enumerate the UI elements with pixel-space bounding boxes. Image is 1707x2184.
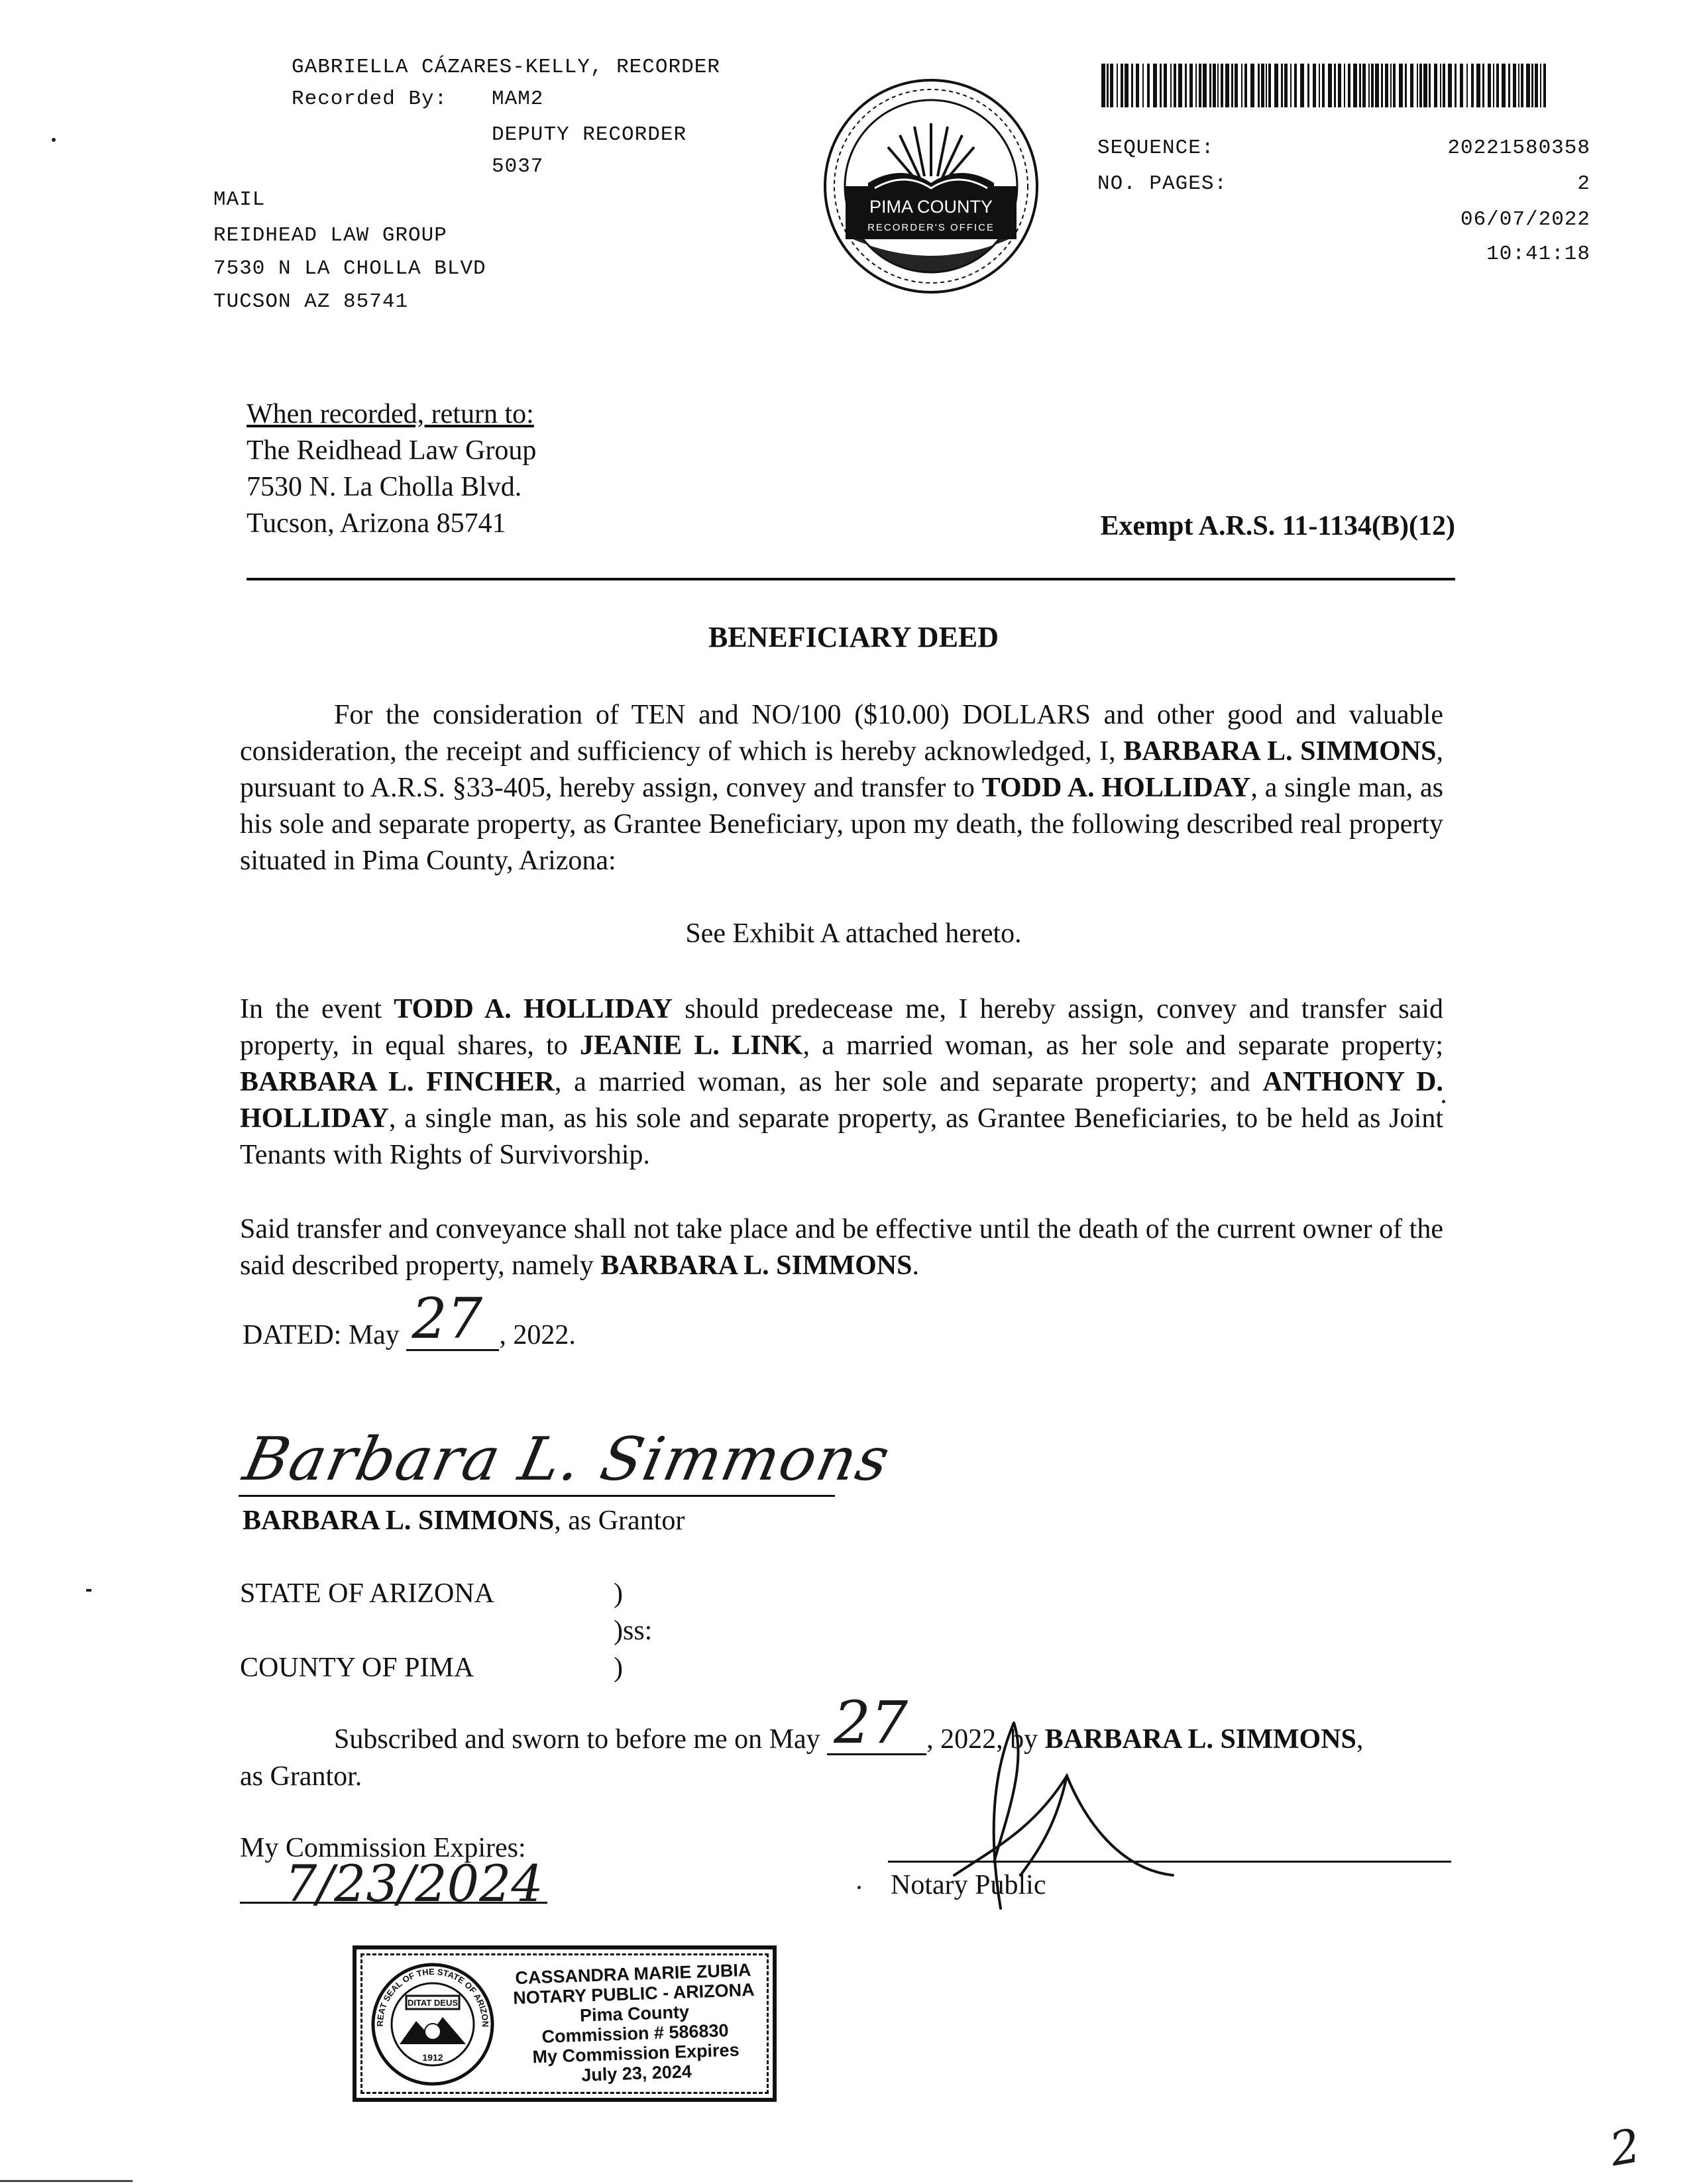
barcode-bar: [1476, 64, 1480, 107]
barcode-bar: [1221, 64, 1223, 107]
dated-day-blank: [406, 1286, 499, 1351]
notary-stamp: [353, 1945, 777, 2102]
barcode-bar: [1334, 64, 1336, 107]
barcode-graphic: [1100, 64, 1548, 107]
jurat-day-blank: [827, 1688, 926, 1757]
barcode-bar: [1518, 64, 1519, 107]
barcode-bar: [1125, 64, 1129, 107]
barcode-bar: [1399, 64, 1403, 107]
barcode-bar: [1466, 64, 1468, 107]
barcode-bar: [1338, 64, 1341, 107]
barcode-bar: [1178, 64, 1182, 107]
deputy-recorder: DEPUTY RECORDER: [492, 123, 687, 146]
barcode-bar: [1235, 64, 1238, 107]
barcode-bar: [1231, 64, 1233, 107]
barcode-bar: [1142, 64, 1144, 107]
barcode-bar: [1136, 64, 1139, 107]
para1-text-1: For the consideration of TEN and NO/100 ($10.00) DOLLARS and other good and valuable consideration, the receipt and sufficiency of which is hereby acknowledged, I,: [240, 700, 1443, 767]
venue-paren-2: ): [614, 1653, 623, 1683]
effective-date-paragraph: [240, 1211, 1443, 1284]
barcode-bar: [1471, 64, 1474, 107]
barcode-bar: [1448, 64, 1452, 107]
grantor-signature: Barbara L. Simmons: [237, 1425, 897, 1494]
barcode-bar: [1543, 64, 1546, 107]
barcode-bar: [1419, 64, 1422, 107]
barcode-bar: [1344, 64, 1345, 107]
barcode-bar: [1164, 64, 1167, 107]
barcode-bar: [1410, 64, 1413, 107]
barcode-bar: [1496, 64, 1499, 107]
para2-bold-3: BARBARA L. FINCHER: [240, 1067, 555, 1097]
signature-caption: [243, 1507, 685, 1535]
barcode-bar: [1531, 64, 1533, 107]
document-title: BENEFICIARY DEED: [708, 621, 999, 653]
notary-name: CASSANDRA MARIE ZUBIA: [514, 1959, 751, 1989]
barcode-bar: [1170, 64, 1172, 107]
barcode-bar: [1101, 64, 1105, 107]
barcode-bar: [1405, 64, 1407, 107]
barcode-bar: [1189, 64, 1193, 107]
barcode-bar: [1502, 64, 1506, 107]
barcode-bar: [1348, 64, 1350, 107]
barcode-bar: [1513, 64, 1516, 107]
barcode-bar: [1488, 64, 1491, 107]
jurat-line: [334, 1688, 1364, 1757]
para2-text-3: , a married woman, as her sole and separate property;: [802, 1030, 1443, 1061]
barcode-bar: [1185, 64, 1187, 107]
barcode-bar: [1294, 64, 1297, 107]
barcode-bar: [1385, 64, 1388, 107]
contingent-beneficiaries-paragraph: [240, 991, 1443, 1174]
barcode-bar: [1322, 64, 1325, 107]
notary-county: Pima County: [579, 2002, 690, 2026]
record-date: 06/07/2022: [1460, 208, 1590, 231]
grantee-name: TODD A. HOLLIDAY: [981, 773, 1251, 803]
return-to-line-2: 7530 N. La Cholla Blvd.: [247, 472, 522, 502]
signature-line: [239, 1495, 835, 1497]
jurat-line-2: as Grantor.: [240, 1761, 362, 1792]
mail-line-2: 7530 N LA CHOLLA BLVD: [213, 257, 486, 280]
venue-ss: )ss:: [614, 1615, 653, 1646]
jurat-text-2: , 2022, by: [926, 1724, 1045, 1755]
header-divider: [247, 578, 1455, 580]
notary-expires-date: July 23, 2024: [580, 2061, 692, 2085]
barcode-bar: [1417, 64, 1418, 107]
sequence-label: SEQUENCE:: [1097, 136, 1215, 160]
commission-date-handwritten: 7/23/2024: [285, 1854, 543, 1913]
seal-graphic: [822, 77, 1040, 296]
sequence-value: 20221580358: [1447, 136, 1590, 160]
jurat-bold-1: BARBARA L. SIMMONS: [1044, 1724, 1356, 1755]
page-mark-handwritten: 2: [1606, 2118, 1645, 2177]
barcode-bar: [1359, 64, 1361, 107]
para2-bold-2: JEANIE L. LINK: [580, 1030, 803, 1061]
barcode-bar: [1261, 64, 1264, 107]
recorded-by-value: MAM2: [492, 87, 544, 111]
barcode-bar: [1393, 64, 1396, 107]
barcode-bar: [1258, 64, 1260, 107]
barcode-bar: [1429, 64, 1431, 107]
barcode-bar: [1131, 64, 1133, 107]
notary-signature-line: [888, 1861, 1451, 1863]
para2-text-2: should predecease me, I hereby assign, convey and transfer said property, in equal shares, to: [240, 994, 1443, 1061]
para3-text-1: Said transfer and conveyance shall not take place and be effective until the death of the current owner of the said described property, namely: [240, 1214, 1443, 1281]
barcode-bar: [1390, 64, 1392, 107]
record-time: 10:41:18: [1486, 243, 1590, 266]
barcode-bar: [1443, 64, 1445, 107]
barcode-bar: [1147, 64, 1150, 107]
para2-text-5: , a single man, as his sole and separate property, as Grantee Beneficiaries, to be held as Joint Tenants with Rights of Survivorship.: [240, 1103, 1443, 1170]
mail-line-1: REIDHEAD LAW GROUP: [213, 224, 447, 247]
dated-line: [243, 1286, 576, 1351]
jurat-day-handwritten: 27: [834, 1688, 909, 1757]
barcode-bar: [1121, 64, 1123, 107]
barcode-bar: [1434, 64, 1437, 107]
seal-motto: DITAT DEUS: [407, 1998, 459, 2008]
barcode-bar: [1307, 64, 1309, 107]
recorded-by-label: Recorded By:: [292, 87, 448, 111]
barcode-bar: [1274, 64, 1278, 107]
notary-public-label: Notary Public: [891, 1870, 1046, 1900]
notary-stamp-text: [507, 1959, 763, 2087]
para3-text-2: .: [912, 1250, 919, 1281]
barcode-bar: [1266, 64, 1267, 107]
dated-year: , 2022.: [499, 1320, 576, 1350]
notary-commission-number: Commission # 586830: [541, 2020, 730, 2047]
barcode-bar: [1526, 64, 1530, 107]
pages-label: NO. PAGES:: [1097, 172, 1228, 195]
venue-state: STATE OF ARIZONA: [240, 1578, 494, 1609]
venue-county: COUNTY OF PIMA: [240, 1653, 474, 1683]
barcode-bar: [1213, 64, 1216, 107]
state-seal-graphic: [370, 1961, 496, 2087]
scan-artifact: [1442, 1100, 1445, 1103]
barcode-bar: [1455, 64, 1457, 107]
para2-bold-4: ANTHONY D. HOLLIDAY: [240, 1067, 1443, 1134]
mail-line-3: TUCSON AZ 85741: [213, 290, 409, 313]
barcode-bar: [1375, 64, 1379, 107]
barcode-bar: [1284, 64, 1288, 107]
barcode-bar: [1160, 64, 1162, 107]
commission-label: My Commission Expires:: [240, 1833, 526, 1863]
scan-artifact: [0, 2180, 133, 2182]
arizona-state-seal: [370, 1961, 496, 2087]
barcode: [1100, 64, 1548, 107]
commission-line: [240, 1902, 547, 1904]
barcode-bar: [1493, 64, 1494, 107]
scan-artifact: [86, 1589, 91, 1592]
return-to-heading: When recorded, return to:: [247, 399, 534, 429]
barcode-bar: [1110, 64, 1113, 107]
dated-label: DATED: May: [243, 1320, 400, 1350]
return-to-line-3: Tucson, Arizona 85741: [247, 508, 506, 539]
dated-day-handwritten: 27: [412, 1286, 483, 1351]
seal-county-text: PIMA COUNTY: [869, 197, 993, 217]
exempt-statute: Exempt A.R.S. 11-1134(B)(12): [1100, 511, 1455, 541]
barcode-bar: [1423, 64, 1427, 107]
scan-artifact: [857, 1886, 861, 1889]
barcode-bar: [1535, 64, 1538, 107]
barcode-bar: [1353, 64, 1357, 107]
barcode-bar: [1281, 64, 1283, 107]
barcode-bar: [1508, 64, 1510, 107]
para1-text-3: , a single man, as his sole and separate property, as Grantee Beneficiary, upon my death, the following described real property situated in Pima County, Arizona:: [240, 773, 1444, 876]
barcode-bar: [1362, 64, 1366, 107]
notary-title: NOTARY PUBLIC - ARIZONA: [512, 1979, 755, 2008]
para2-text-1: In the event: [240, 994, 394, 1024]
barcode-bar: [1460, 64, 1463, 107]
seal-office-text: RECORDER'S OFFICE: [867, 222, 995, 233]
barcode-bar: [1250, 64, 1254, 107]
barcode-bar: [1521, 64, 1523, 107]
barcode-bar: [1153, 64, 1157, 107]
venue-paren-1: ): [614, 1578, 623, 1609]
barcode-bar: [1225, 64, 1229, 107]
pages-value: 2: [1577, 172, 1590, 195]
pima-county-seal: [822, 77, 1040, 296]
barcode-bar: [1482, 64, 1484, 107]
barcode-bar: [1199, 64, 1201, 107]
jurat-text-1: Subscribed and sworn to before me on May: [334, 1724, 820, 1755]
para2-text-4: , a married woman, as her sole and separate property; and: [554, 1067, 1263, 1097]
barcode-bar: [1217, 64, 1219, 107]
return-to-line-1: The Reidhead Law Group: [247, 435, 537, 466]
grantor-caption-name: BARBARA L. SIMMONS: [243, 1505, 555, 1536]
barcode-bar: [1440, 64, 1441, 107]
barcode-bar: [1117, 64, 1118, 107]
barcode-bar: [1268, 64, 1271, 107]
para3-bold-1: BARBARA L. SIMMONS: [600, 1250, 912, 1281]
deputy-id: 5037: [492, 155, 544, 178]
barcode-bar: [1174, 64, 1176, 107]
barcode-bar: [1195, 64, 1197, 107]
jurat-text-3: ,: [1356, 1724, 1364, 1755]
seal-ring-textpath: REAT SEAL OF THE STATE OF ARIZON: [374, 1966, 491, 2028]
barcode-bar: [1328, 64, 1332, 107]
barcode-bar: [1368, 64, 1370, 107]
para1-text-2: , pursuant to A.R.S. §33-405, hereby assign, convey and transfer to: [240, 736, 1443, 803]
grantor-caption-role: , as Grantor: [554, 1505, 685, 1536]
barcode-bar: [1371, 64, 1374, 107]
mail-label: MAIL: [213, 188, 266, 211]
barcode-bar: [1107, 64, 1109, 107]
scan-artifact: [52, 138, 56, 142]
barcode-bar: [1300, 64, 1304, 107]
seal-year: 1912: [422, 2052, 443, 2063]
para2-bold-1: TODD A. HOLLIDAY: [394, 994, 673, 1024]
barcode-bar: [1540, 64, 1541, 107]
barcode-bar: [1209, 64, 1211, 107]
notary-expires-label: My Commission Expires: [532, 2040, 740, 2067]
grantor-name: BARBARA L. SIMMONS: [1123, 736, 1437, 767]
recorder-name: GABRIELLA CÁZARES-KELLY, RECORDER: [292, 56, 720, 79]
barcode-bar: [1313, 64, 1316, 107]
barcode-bar: [1203, 64, 1207, 107]
barcode-bar: [1241, 64, 1242, 107]
conveyance-paragraph: [240, 697, 1443, 879]
barcode-bar: [1381, 64, 1383, 107]
barcode-bar: [1290, 64, 1292, 107]
barcode-bar: [1244, 64, 1247, 107]
exhibit-reference: See Exhibit A attached hereto.: [685, 918, 1022, 949]
barcode-bar: [1319, 64, 1320, 107]
